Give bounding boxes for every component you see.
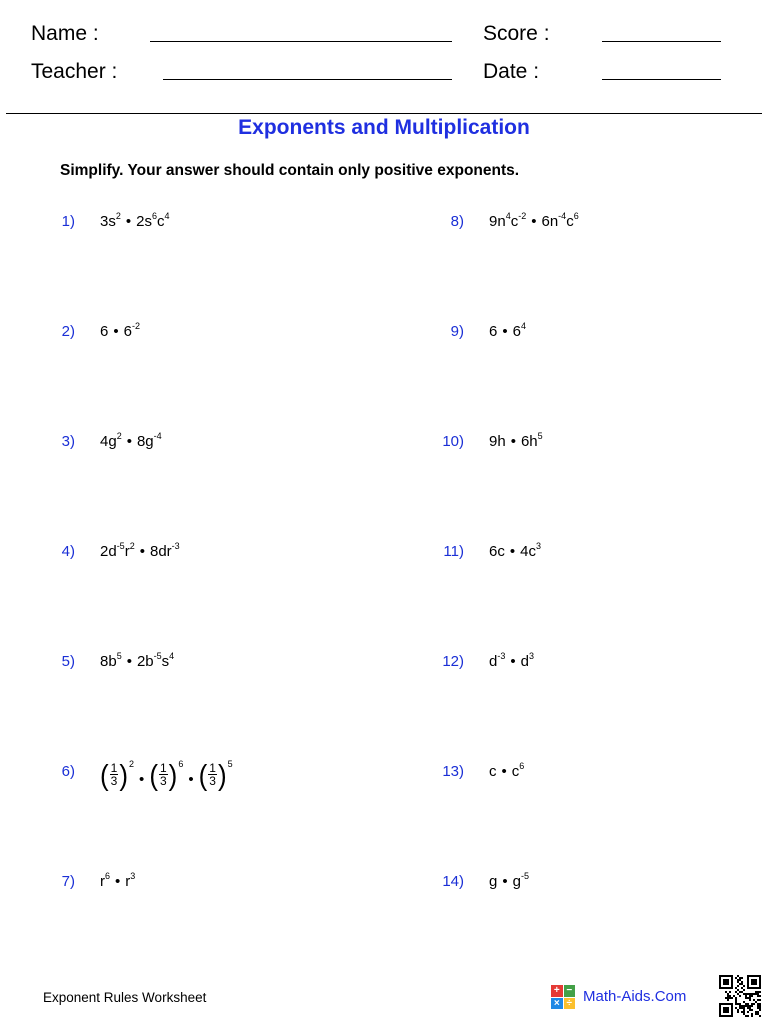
logo-cell: − <box>564 985 576 997</box>
qr-module <box>729 997 731 999</box>
fraction-numerator: 1 <box>209 761 216 775</box>
teacher-label: Teacher : <box>31 60 118 83</box>
problem-number: 4) <box>61 543 75 560</box>
multiply-operator: • <box>188 770 194 788</box>
problem-number: 6) <box>61 763 75 780</box>
qr-module <box>747 1015 749 1017</box>
qr-module <box>739 979 741 981</box>
qr-module <box>757 1011 759 1013</box>
exponent: -5 <box>116 541 125 551</box>
term-base: 6h <box>520 433 538 450</box>
qr-module <box>737 1011 739 1013</box>
qr-module <box>735 997 737 999</box>
qr-module <box>745 1005 747 1007</box>
qr-module <box>739 983 741 985</box>
qr-module <box>737 993 739 995</box>
qr-module <box>725 997 727 999</box>
qr-module <box>737 979 739 981</box>
qr-module <box>743 1005 745 1007</box>
right-paren: ) <box>217 758 227 791</box>
qr-module <box>739 1007 741 1009</box>
qr-module <box>747 1003 749 1005</box>
name-line[interactable] <box>150 41 452 42</box>
right-paren: ) <box>168 758 178 791</box>
term-base: 6c <box>489 543 505 560</box>
qr-module <box>743 1009 745 1011</box>
fraction-numerator: 1 <box>159 761 167 775</box>
exponent: 3 <box>528 651 534 661</box>
qr-module <box>751 1009 753 1011</box>
problem-expression <box>100 212 170 232</box>
exponent: 5 <box>537 431 543 441</box>
qr-module <box>735 991 737 993</box>
qr-module <box>749 1005 751 1007</box>
problem-number: 5) <box>61 653 75 670</box>
fraction-denominator: 3 <box>110 774 118 788</box>
qr-module <box>753 993 755 995</box>
problem-expression <box>489 432 543 452</box>
qr-module <box>759 1003 761 1005</box>
qr-module <box>727 993 729 995</box>
math-aids-logo-icon <box>551 985 575 1009</box>
left-paren: ( <box>198 758 208 791</box>
qr-module <box>757 995 759 997</box>
qr-module <box>747 993 749 995</box>
exponent: 6 <box>105 871 111 881</box>
term-base: 2s <box>136 213 152 230</box>
qr-module <box>749 999 751 1001</box>
qr-module <box>745 993 747 995</box>
qr-module <box>757 1013 759 1015</box>
qr-module <box>747 997 749 999</box>
term-base: c <box>156 213 165 230</box>
term-base: 6 <box>512 323 521 340</box>
multiply-operator: • <box>501 763 507 780</box>
qr-module <box>727 997 729 999</box>
term-base: 2b <box>136 653 154 670</box>
qr-module <box>743 1007 745 1009</box>
qr-module <box>743 1013 745 1015</box>
multiply-operator: • <box>126 653 132 670</box>
qr-module <box>759 1005 761 1007</box>
qr-module <box>751 1003 753 1005</box>
qr-module <box>743 993 745 995</box>
qr-module <box>749 993 751 995</box>
qr-module <box>751 1015 753 1017</box>
qr-module <box>759 1009 761 1011</box>
exponent: 2 <box>115 211 121 221</box>
problem-number: 14) <box>442 873 464 890</box>
qr-module <box>741 983 743 985</box>
multiply-operator: • <box>531 213 537 230</box>
problem-expression <box>100 758 233 791</box>
fraction-power <box>100 758 135 791</box>
exponent: 6 <box>178 759 184 769</box>
header-divider <box>6 113 762 114</box>
problem-number: 12) <box>442 653 464 670</box>
qr-module <box>759 999 761 1001</box>
qr-module <box>741 1007 743 1009</box>
exponent: 6 <box>151 211 157 221</box>
fraction-numerator: 1 <box>110 761 118 775</box>
multiply-operator: • <box>139 770 145 788</box>
fraction-denominator: 3 <box>159 774 167 788</box>
term-base: 6 <box>100 323 109 340</box>
qr-module <box>757 1005 759 1007</box>
qr-module <box>755 991 757 993</box>
right-paren: ) <box>119 758 129 791</box>
exponent: 2 <box>129 541 135 551</box>
qr-module <box>747 1005 749 1007</box>
name-label: Name : <box>31 22 99 45</box>
problem-number: 13) <box>442 763 464 780</box>
problem-expression <box>489 762 524 782</box>
qr-module <box>755 1013 757 1015</box>
problem-expression <box>489 542 541 562</box>
qr-module <box>757 1007 759 1009</box>
exponent: 5 <box>227 759 233 769</box>
problem-expression <box>489 652 534 672</box>
worksheet-title: Exponents and Multiplication <box>238 116 530 139</box>
qr-module <box>749 1009 751 1011</box>
instructions: Simplify. Your answer should contain only positive exponents. <box>60 162 520 179</box>
problem-expression <box>489 212 579 232</box>
term-base: c <box>489 763 497 780</box>
qr-module <box>731 997 733 999</box>
term-base: 6n <box>541 213 559 230</box>
qr-module <box>745 997 747 999</box>
qr-module <box>741 977 743 979</box>
footer-worksheet-name: Exponent Rules Worksheet <box>43 990 207 1005</box>
qr-module <box>735 1007 737 1009</box>
term-base: 8dr <box>149 543 172 560</box>
term-base: d <box>520 653 529 670</box>
problem-number: 1) <box>61 213 75 230</box>
qr-module <box>759 1007 761 1009</box>
qr-module <box>733 995 735 997</box>
exponent: -5 <box>153 651 162 661</box>
term-base: 6 <box>489 323 498 340</box>
exponent: 6 <box>519 761 525 771</box>
qr-module <box>741 1011 743 1013</box>
qr-module <box>741 991 743 993</box>
exponent: -4 <box>558 211 567 221</box>
exponent: 4 <box>164 211 170 221</box>
problem-expression <box>489 872 529 892</box>
exponent: -5 <box>520 871 529 881</box>
qr-module <box>739 1003 741 1005</box>
exponent: -2 <box>131 321 140 331</box>
qr-module <box>749 1007 751 1009</box>
term-base: c <box>511 763 520 780</box>
qr-module <box>741 987 743 989</box>
logo-cell: + <box>551 985 563 997</box>
exponent: -3 <box>497 651 506 661</box>
left-paren: ( <box>100 758 109 791</box>
qr-module <box>741 981 743 983</box>
qr-module <box>735 999 737 1001</box>
problem-expression <box>100 432 162 452</box>
term-base: r <box>125 873 131 890</box>
qr-module <box>727 999 729 1001</box>
qr-module <box>747 1011 749 1013</box>
qr-module <box>739 995 741 997</box>
logo-cell: × <box>551 998 563 1010</box>
qr-module <box>739 977 741 979</box>
term-base: 2d <box>100 543 117 560</box>
fraction <box>208 762 217 787</box>
qr-module <box>743 1001 745 1003</box>
score-line[interactable] <box>602 41 721 42</box>
qr-module <box>739 991 741 993</box>
exponent: 2 <box>116 431 122 441</box>
qr-module <box>737 981 739 983</box>
qr-module <box>729 991 731 993</box>
qr-module <box>757 993 759 995</box>
qr-module <box>735 1003 737 1005</box>
term-base: g <box>512 873 521 890</box>
multiply-operator: • <box>509 543 516 560</box>
term-base: 8g <box>136 433 154 450</box>
problem-number: 8) <box>450 213 464 230</box>
multiply-operator: • <box>125 213 132 230</box>
qr-module <box>757 991 759 993</box>
multiply-operator: • <box>510 653 516 670</box>
teacher-line[interactable] <box>163 79 452 80</box>
qr-module <box>751 993 753 995</box>
term-base: d <box>489 653 498 670</box>
problem-number: 10) <box>442 433 464 450</box>
term-base: c <box>566 213 574 230</box>
qr-module <box>759 995 761 997</box>
fraction-power <box>198 758 233 791</box>
term-base: g <box>489 873 498 890</box>
term-base: 8b <box>100 653 117 670</box>
qr-module <box>751 995 753 997</box>
date-line[interactable] <box>602 79 721 80</box>
qr-module <box>739 1005 741 1007</box>
exponent: 6 <box>573 211 579 221</box>
qr-module <box>723 979 729 985</box>
qr-module <box>759 991 761 993</box>
score-label: Score : <box>483 22 550 45</box>
qr-module <box>749 995 751 997</box>
footer-brand-link[interactable]: Math-Aids.Com <box>583 988 687 1005</box>
fraction-denominator: 3 <box>209 774 216 788</box>
multiply-operator: • <box>113 323 119 340</box>
left-paren: ( <box>149 758 158 791</box>
exponent: 4 <box>169 651 175 661</box>
term-base: 4g <box>100 433 117 450</box>
problem-expression <box>100 872 135 892</box>
exponent: 2 <box>129 759 135 769</box>
qr-module <box>737 975 739 977</box>
qr-module <box>757 999 759 1001</box>
qr-module <box>735 987 737 989</box>
multiply-operator: • <box>139 543 145 560</box>
fraction <box>159 762 168 787</box>
qr-module <box>741 1005 743 1007</box>
problem-number: 7) <box>61 873 75 890</box>
qr-module <box>745 1015 747 1017</box>
term-base: 6 <box>123 323 132 340</box>
qr-module <box>751 1013 753 1015</box>
exponent: -3 <box>171 541 180 551</box>
qr-module <box>755 1011 757 1013</box>
multiply-operator: • <box>510 433 516 450</box>
qr-module <box>737 989 739 991</box>
multiply-operator: • <box>126 433 132 450</box>
multiply-operator: • <box>502 873 508 890</box>
qr-module <box>743 1011 745 1013</box>
qr-module <box>751 979 757 985</box>
date-label: Date : <box>483 60 540 83</box>
qr-module <box>723 1007 729 1013</box>
qr-module <box>751 1005 753 1007</box>
term-base: 9h <box>489 433 506 450</box>
exponent: 3 <box>535 541 541 551</box>
exponent: 3 <box>130 871 136 881</box>
problem-expression <box>489 322 526 342</box>
qr-module <box>737 1009 739 1011</box>
qr-module <box>759 1015 761 1017</box>
term-base: c <box>510 213 519 230</box>
qr-module <box>749 997 751 999</box>
qr-module <box>729 995 731 997</box>
term-base: r <box>100 873 105 890</box>
exponent: 5 <box>116 651 122 661</box>
qr-module <box>753 1003 755 1005</box>
qr-module <box>755 1001 757 1003</box>
problem-number: 3) <box>61 433 75 450</box>
problem-number: 11) <box>443 543 464 560</box>
qr-code-icon <box>719 975 761 1017</box>
problem-expression <box>100 652 174 672</box>
qr-module <box>727 995 729 997</box>
qr-module <box>753 999 755 1001</box>
qr-module <box>743 985 745 987</box>
exponent: 4 <box>505 211 511 221</box>
qr-module <box>737 1003 739 1005</box>
term-base: 9n <box>489 213 506 230</box>
problem-expression <box>100 542 180 562</box>
qr-module <box>725 991 727 993</box>
qr-module <box>737 985 739 987</box>
logo-cell: ÷ <box>564 998 576 1010</box>
qr-module <box>747 1007 749 1009</box>
problem-expression <box>100 322 140 342</box>
qr-module <box>745 1003 747 1005</box>
qr-module <box>735 1001 737 1003</box>
term-base: 4c <box>520 543 536 560</box>
multiply-operator: • <box>115 873 121 890</box>
fraction-power <box>149 758 184 791</box>
exponent: 4 <box>520 321 526 331</box>
problem-number: 9) <box>450 323 464 340</box>
qr-module <box>735 977 737 979</box>
exponent: -4 <box>153 431 162 441</box>
qr-module <box>755 993 757 995</box>
term-base: 3s <box>100 213 116 230</box>
term-base: r <box>124 543 130 560</box>
fraction <box>110 762 119 787</box>
exponent: -2 <box>518 211 527 221</box>
problem-number: 2) <box>61 323 75 340</box>
term-base: s <box>161 653 170 670</box>
qr-module <box>743 989 745 991</box>
qr-module <box>757 1003 759 1005</box>
multiply-operator: • <box>502 323 508 340</box>
qr-module <box>745 995 747 997</box>
